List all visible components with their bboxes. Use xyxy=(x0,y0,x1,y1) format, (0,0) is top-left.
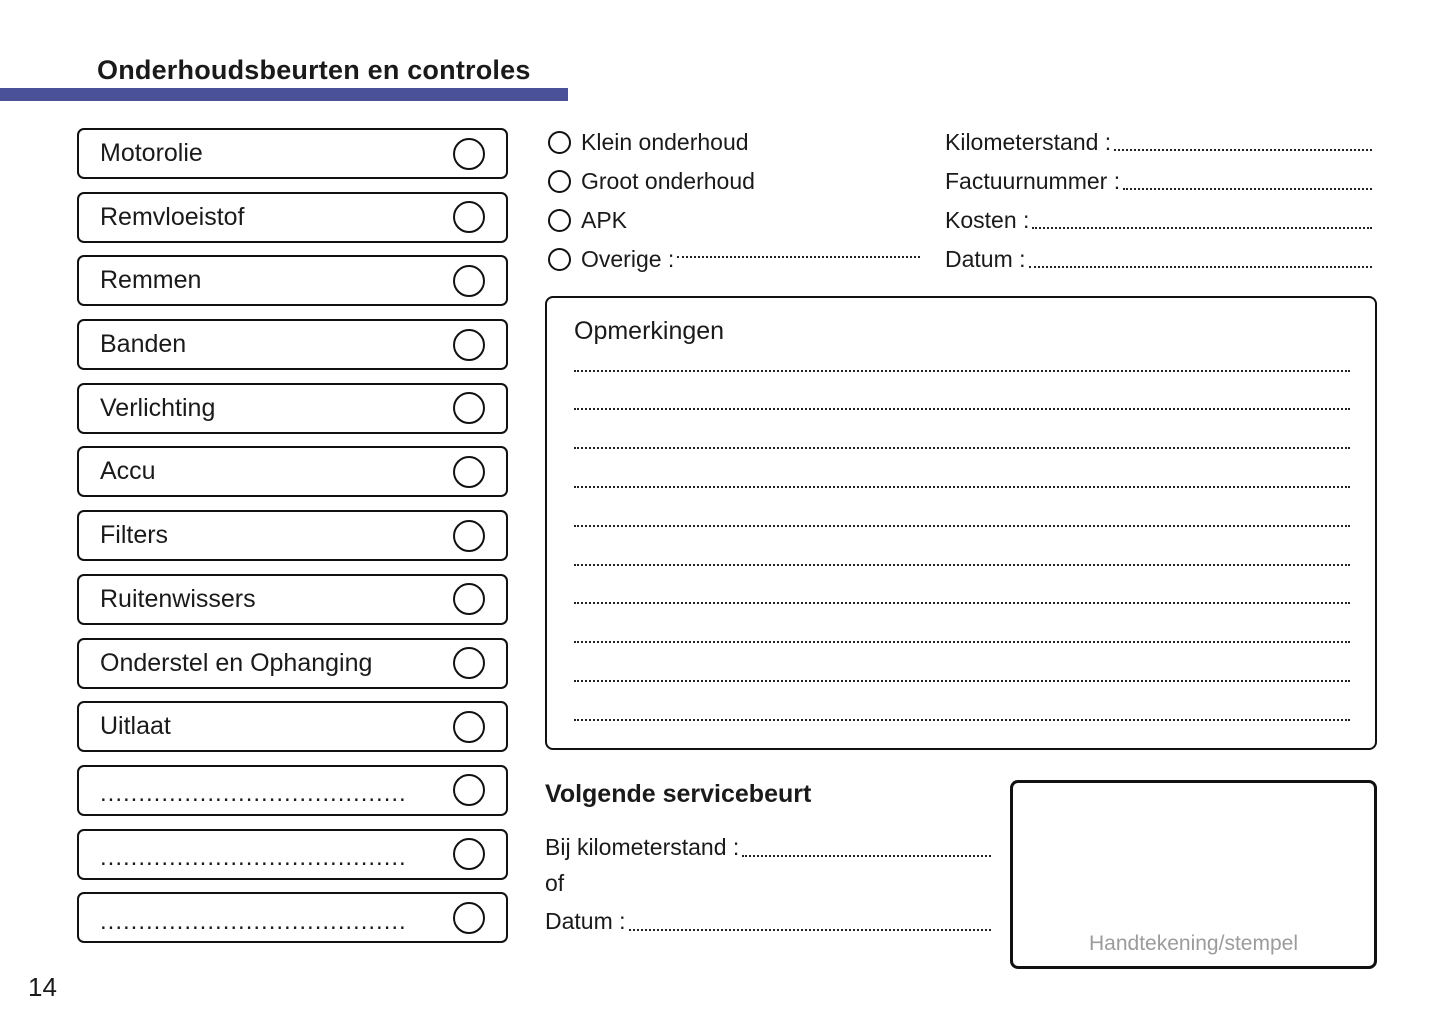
checklist-item-label: Motorolie xyxy=(100,139,203,167)
detail-field-label: Kosten : xyxy=(945,207,1030,233)
remarks-line[interactable] xyxy=(574,370,1350,372)
radio-circle[interactable] xyxy=(548,131,571,154)
check-circle[interactable] xyxy=(453,265,485,297)
remarks-line[interactable] xyxy=(574,525,1350,527)
radio-circle[interactable] xyxy=(548,170,571,193)
check-circle[interactable] xyxy=(453,711,485,743)
service-type-option xyxy=(548,207,920,233)
service-type-label: APK xyxy=(581,206,628,233)
check-circle[interactable] xyxy=(453,520,485,552)
title-underline-bar xyxy=(0,88,568,101)
check-circle[interactable] xyxy=(453,392,485,424)
maintenance-checklist xyxy=(77,128,508,943)
check-circle[interactable] xyxy=(453,329,485,361)
next-service-or-label: of xyxy=(545,870,565,896)
service-type-label: Groot onderhoud xyxy=(581,167,755,194)
next-service-km-input-line[interactable] xyxy=(742,855,991,857)
radio-circle[interactable] xyxy=(548,248,571,271)
detail-field-input-line[interactable] xyxy=(1032,227,1372,229)
next-service-date-input-line[interactable] xyxy=(629,929,991,931)
checklist-item-label: Filters xyxy=(100,521,169,550)
checklist-item-label: Accu xyxy=(100,457,156,486)
checklist-item xyxy=(77,892,508,943)
remarks-line[interactable] xyxy=(574,564,1350,566)
remarks-line[interactable] xyxy=(574,408,1350,410)
checklist-item xyxy=(77,446,508,497)
checklist-item xyxy=(77,319,508,370)
page-title: Onderhoudsbeurten en controles xyxy=(97,55,531,85)
checklist-item xyxy=(77,128,508,179)
signature-label: Handtekening/stempel xyxy=(1089,932,1298,955)
service-type-option xyxy=(548,168,920,194)
checklist-item-label: ........................................ xyxy=(100,844,407,872)
service-type-options xyxy=(548,129,920,272)
next-service-km-row xyxy=(545,831,991,861)
next-service-date-row xyxy=(545,905,991,935)
remarks-box xyxy=(545,296,1377,750)
checklist-item xyxy=(77,701,508,752)
checklist-item xyxy=(77,255,508,306)
checklist-item-label: Banden xyxy=(100,330,187,359)
overige-input-line[interactable] xyxy=(677,256,920,258)
signature-area[interactable] xyxy=(1010,780,1377,969)
detail-field-input-line[interactable] xyxy=(1029,266,1372,268)
check-circle[interactable] xyxy=(453,456,485,488)
checklist-item xyxy=(77,383,508,434)
service-type-option xyxy=(548,246,920,272)
service-detail-fields xyxy=(945,129,1372,272)
remarks-line[interactable] xyxy=(574,719,1350,721)
detail-field-input-line[interactable] xyxy=(1114,149,1372,151)
check-circle[interactable] xyxy=(453,838,485,870)
page-number: 14 xyxy=(28,972,57,1002)
remarks-title: Opmerkingen xyxy=(574,317,725,345)
next-service-date-label: Datum : xyxy=(545,908,626,934)
checklist-item xyxy=(77,829,508,880)
check-circle[interactable] xyxy=(453,647,485,679)
remarks-line[interactable] xyxy=(574,602,1350,604)
service-type-label: Klein onderhoud xyxy=(581,128,749,155)
checklist-item-label: ........................................ xyxy=(100,907,407,935)
remarks-line[interactable] xyxy=(574,680,1350,682)
checklist-item xyxy=(77,765,508,816)
checklist-item xyxy=(77,192,508,243)
remarks-line[interactable] xyxy=(574,447,1350,449)
checklist-item-label: Remmen xyxy=(100,266,202,295)
detail-field-input-line[interactable] xyxy=(1123,188,1372,190)
detail-field-row xyxy=(945,129,1372,155)
detail-field-label: Kilometerstand : xyxy=(945,129,1112,155)
checklist-item-label: ........................................ xyxy=(100,780,407,808)
checklist-item xyxy=(77,574,508,625)
detail-field-label: Factuurnummer : xyxy=(945,168,1121,194)
detail-field-row xyxy=(945,168,1372,194)
radio-circle[interactable] xyxy=(548,209,571,232)
next-service-section xyxy=(545,780,991,944)
checklist-item-label: Onderstel en Ophanging xyxy=(100,648,373,677)
check-circle[interactable] xyxy=(453,774,485,806)
checklist-item-label: Uitlaat xyxy=(100,712,171,741)
detail-field-label: Datum : xyxy=(945,246,1026,272)
service-type-label: Overige : xyxy=(581,245,675,272)
checklist-item xyxy=(77,510,508,561)
next-service-km-label: Bij kilometerstand : xyxy=(545,834,740,860)
remarks-line[interactable] xyxy=(574,486,1350,488)
check-circle[interactable] xyxy=(453,902,485,934)
remarks-line[interactable] xyxy=(574,641,1350,643)
check-circle[interactable] xyxy=(453,138,485,170)
check-circle[interactable] xyxy=(453,201,485,233)
detail-field-row xyxy=(945,207,1372,233)
next-service-title: Volgende servicebeurt xyxy=(545,780,812,808)
checklist-item xyxy=(77,638,508,689)
service-type-option xyxy=(548,129,920,155)
checklist-item-label: Remvloeistof xyxy=(100,202,245,231)
checklist-item-label: Verlichting xyxy=(100,393,216,422)
check-circle[interactable] xyxy=(453,583,485,615)
detail-field-row xyxy=(945,246,1372,272)
checklist-item-label: Ruitenwissers xyxy=(100,584,256,613)
